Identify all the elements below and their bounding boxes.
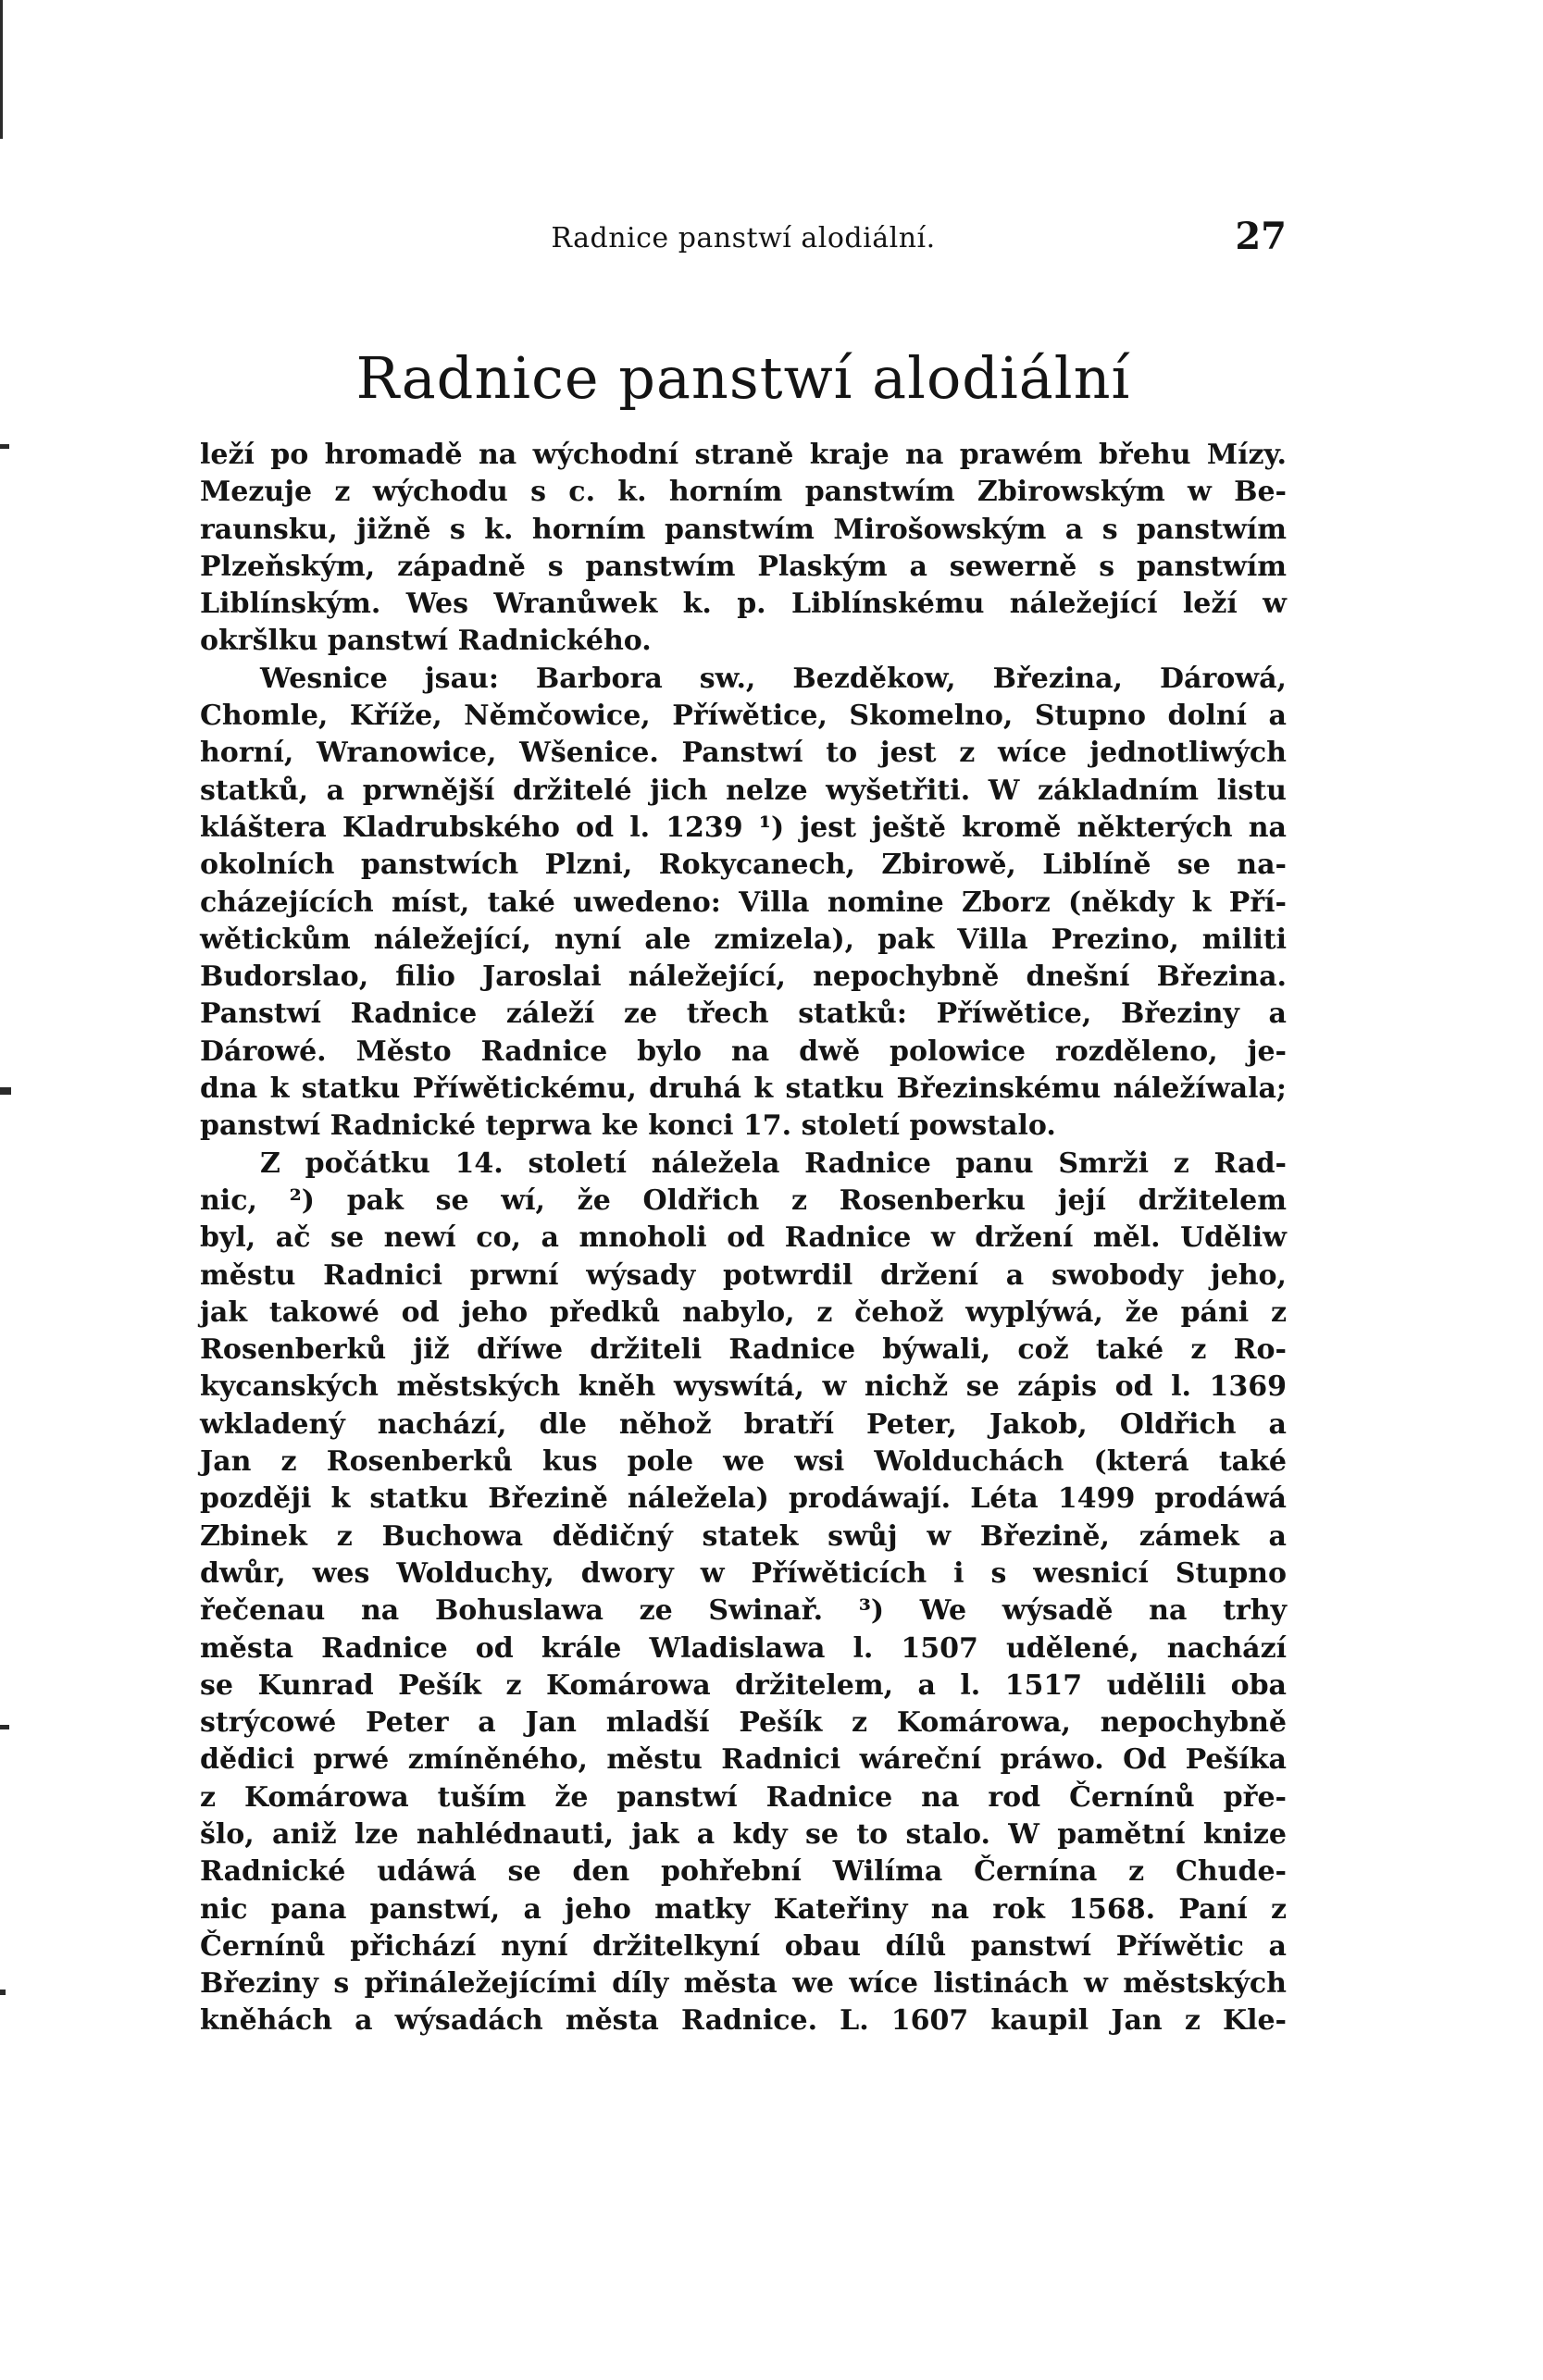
text-line: Rosenberků již dříwe držiteli Radnice býwali, což také z Ro-: [200, 1333, 1287, 1367]
text-line: kycanských městských kněh wyswítá, w nichž se zápis od l. 1369: [200, 1370, 1287, 1404]
text-line: Radnické udáwá se den pohřební Wilíma Černína z Chude-: [200, 1855, 1287, 1889]
text-line: leží po hromadě na wýchodní straně kraje na prawém břehu Mízy.: [200, 439, 1287, 471]
page-header: [200, 215, 1287, 261]
running-head: Radnice panstwí alodiální.: [551, 222, 936, 254]
text-line: statků, a prwnější držitelé jich nelze wyšetřiti. W základním listu: [200, 774, 1287, 807]
text-line: Plzeňským, západně s panstwím Plaským a sewerně s panstwím: [200, 550, 1287, 583]
body-text: [200, 437, 1287, 2040]
text-line: wětickům náležející, nyní ale zmizela), pak Villa Prezino, militi: [200, 923, 1287, 956]
chapter-title: Radnice panstwí alodiální: [355, 344, 1131, 412]
text-line: městu Radnici prwní wýsady potwrdil držení a swobody jeho,: [200, 1258, 1287, 1292]
text-line: z Komárowa tuším že panstwí Radnice na rod Černínů pře-: [200, 1780, 1287, 1814]
text-line: okolních panstwích Plzni, Rokycanech, Zbirowě, Liblíně se na-: [200, 849, 1287, 882]
text-line: Liblínským. Wes Wranůwek k. p. Liblínskému náležející leží w: [200, 588, 1287, 621]
text-line: města Radnice od krále Wladislawa l. 1507 udělené, nachází: [200, 1631, 1287, 1665]
text-line: Budorslao, filio Jaroslai náležející, nepochybně dnešní Březina.: [200, 961, 1287, 994]
text-line: Dárowé. Město Radnice bylo na dwě polowice rozděleno, je-: [200, 1035, 1287, 1068]
text-line: Panstwí Radnice záleží ze třech statků: Příwětice, Březiny a: [200, 998, 1287, 1031]
text-line: panstwí Radnické teprwa ke konci 17. století powstalo.: [200, 1109, 1056, 1143]
text-line: cházejících míst, také uwedeno: Villa nomine Zborz (někdy k Pří-: [200, 886, 1287, 919]
page-number: 27: [1235, 215, 1287, 258]
scan-edge-mark: [0, 1087, 11, 1095]
text-line: šlo, aniž lze nahlédnauti, jak a kdy se to stalo. W pamětní knize: [200, 1817, 1287, 1851]
text-line: nic, ²) pak se wí, že Oldřich z Rosenberku její držitelem: [200, 1184, 1287, 1217]
text-line: Chomle, Kříže, Němčowice, Příwětice, Skomelno, Stupno dolní a: [200, 700, 1287, 733]
text-line: jak takowé od jeho předků nabylo, z čehož wyplýwá, že páni z: [200, 1295, 1287, 1329]
scan-edge-mark: [0, 1725, 9, 1729]
text-line: dna k statku Příwětickému, druhá k statku Březinskému náležíwala;: [200, 1072, 1287, 1106]
text-line: byl, ač se newí co, a mnoholi od Radnice w držení měl. Uděliw: [200, 1221, 1287, 1255]
text-line: kláštera Kladrubského od l. 1239 ¹) jest ještě kromě některých na: [200, 811, 1287, 844]
text-line: Březiny s přináležejícími díly města we wíce listinách w městských: [200, 1967, 1287, 2001]
text-line: dědici prwé zmíněného, městu Radnici wáreční práwo. Od Pešíka: [200, 1743, 1287, 1777]
text-line: později k statku Březině náležela) prodáwají. Léta 1499 prodáwá: [200, 1482, 1287, 1516]
text-line: raunsku, jižně s k. horním panstwím Mirošowským a s panstwím: [200, 513, 1287, 546]
text-line: Mezuje z wýchodu s c. k. horním panstwím Zbirowským w Be-: [200, 476, 1287, 509]
text-line: horní, Wranowice, Wšenice. Panstwí to jest z wíce jednotliwých: [200, 737, 1287, 770]
text-line: kněhách a wýsadách města Radnice. L. 1607 kaupil Jan z Kle-: [200, 2004, 1287, 2038]
scan-edge-mark: [0, 0, 3, 139]
text-line: Jan z Rosenberků kus pole we wsi Wolduchách (která také: [200, 1445, 1287, 1479]
scan-edge-mark: [0, 444, 9, 449]
text-line: okršlku panstwí Radnického.: [200, 625, 652, 658]
text-line: Z počátku 14. století náležela Radnice panu Smrži z Rad-: [260, 1147, 1287, 1180]
text-line: dwůr, wes Wolduchy, dwory w Příwěticích i s wesnicí Stupno: [200, 1556, 1287, 1590]
text-line: Zbinek z Buchowa dědičný statek swůj w Březině, zámek a: [200, 1519, 1287, 1553]
text-line: řečenau na Bohuslawa ze Swinař. ³) We wýsadě na trhy: [200, 1594, 1287, 1628]
text-line: nic pana panstwí, a jeho matky Kateřiny na rok 1568. Paní z: [200, 1892, 1287, 1926]
scan-edge-mark: [0, 1990, 6, 1995]
text-line: Černínů přichází nyní držitelkyní obau dílů panstwí Příwětic a: [200, 1929, 1287, 1963]
text-line: strýcowé Peter a Jan mladší Pešík z Komárowa, nepochybně: [200, 1706, 1287, 1740]
text-line: Wesnice jsau: Barbora sw., Bezděkow, Březina, Dárowá,: [260, 662, 1287, 695]
text-line: se Kunrad Pešík z Komárowa držitelem, a l. 1517 udělili oba: [200, 1668, 1287, 1702]
text-line: wkladený nachází, dle něhož bratří Peter, Jakob, Oldřich a: [200, 1407, 1287, 1441]
